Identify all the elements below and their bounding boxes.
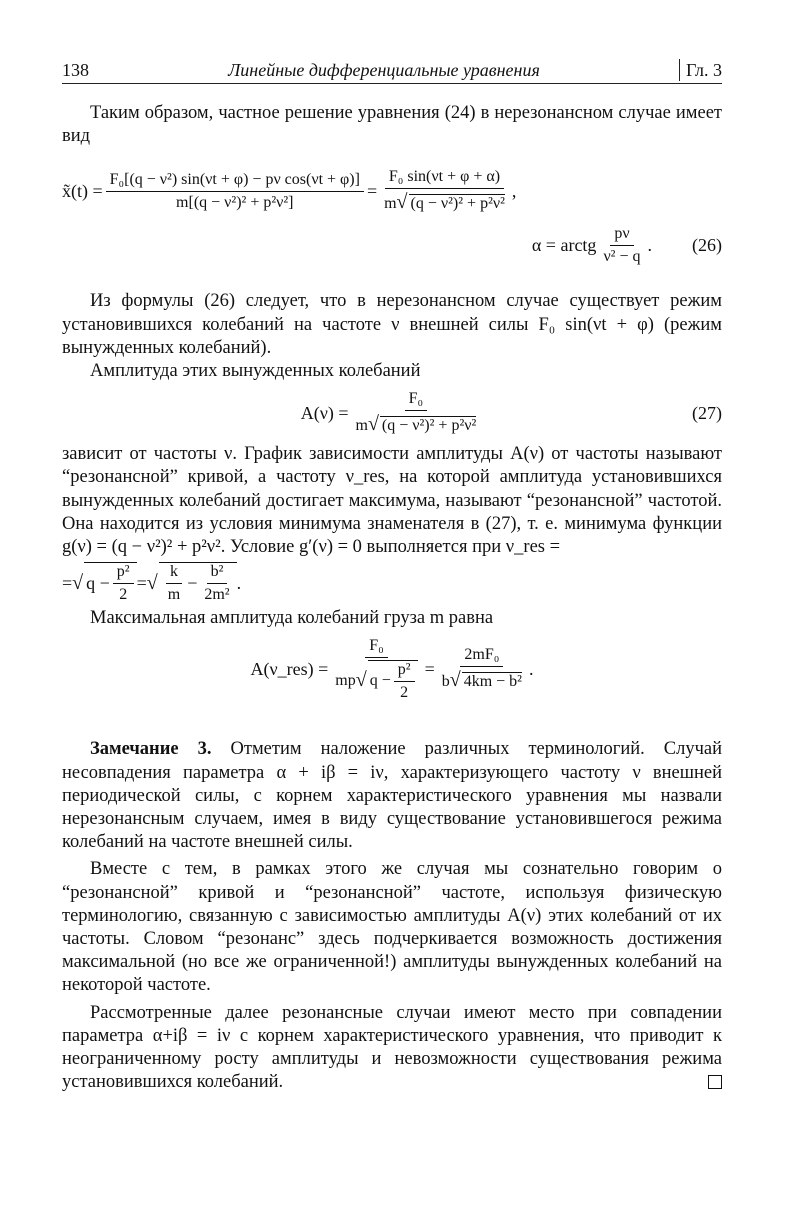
remark-title: Замечание 3. <box>90 739 212 760</box>
fraction-denominator: m <box>167 586 181 604</box>
fraction-denominator: m[(q − ν²)² + p²ν²] <box>176 193 294 211</box>
alpha-fraction <box>599 225 644 266</box>
sqrt-content <box>159 562 237 604</box>
fraction-p2 <box>394 661 415 702</box>
remark-3 <box>62 738 722 854</box>
fraction-numerator: b² <box>207 563 228 584</box>
fraction-max-2 <box>438 646 526 692</box>
page-number: 138 <box>62 60 89 80</box>
term-q: q − <box>86 573 110 594</box>
fraction-denominator <box>438 667 526 692</box>
eq27-lhs: A(ν) = <box>300 402 349 423</box>
den-m: m <box>384 195 397 213</box>
minus-sign: − <box>187 573 198 594</box>
equation-max-amplitude <box>62 630 722 708</box>
fraction-b2 <box>200 563 233 604</box>
eq-tail: . <box>236 572 242 593</box>
sqrt-symbol: √ <box>355 669 367 692</box>
fraction-numerator: F₀ <box>365 637 387 658</box>
running-header <box>62 55 722 84</box>
equals-sign: = <box>136 572 147 593</box>
remark-text: Отметим наложение различных терминологий. Случай несовпадения параметра α + iβ = iν, характеризующего частоту ν внешней периодической силы, с корнем характеристического уравнения мы назвали нерезонансным случаем, имея в виду существование установившегося режима колебаний на частоте внешней силы. <box>62 739 722 853</box>
eq27-fraction <box>351 390 480 436</box>
fraction-denominator: ν² − q <box>603 247 641 265</box>
eq-lhs: x̃(t) = <box>62 180 103 201</box>
fraction-denominator <box>331 658 421 702</box>
eq-tail: , <box>511 180 517 201</box>
fraction-numerator: p² <box>394 661 415 682</box>
equals-sign: = <box>424 658 435 679</box>
fraction-k-m <box>164 563 184 604</box>
eq-tail: . <box>528 658 534 679</box>
fraction-numerator: pν <box>610 225 633 246</box>
equals-sign: = <box>366 180 378 201</box>
chapter-title: Линейные дифференциальные уравнения <box>228 60 540 80</box>
paragraph-terminology: Вместе с тем, в рамках этого же случая мы сознательно говорим о “резонансной” кривой и “резонансной” частоте, используя физическую терминологию, связанную с зависимостью амплитуды A(ν) этих колебаний от их частоты. Словом “резонанс” здесь подчеркивается возможность достижения максимальной (но все же ограниченной!) амплитуды вынужденных колебаний на некоторой частоте. <box>62 859 722 996</box>
paragraph-resonant-cases <box>62 1002 722 1095</box>
qed-square-icon <box>708 1075 722 1089</box>
alpha-lhs: α = arctg <box>531 234 597 255</box>
equation-alpha <box>62 220 722 270</box>
equation-number-26: (26) <box>692 234 722 255</box>
den-prefix: mp <box>335 671 356 689</box>
paragraph-resonant-text: Рассмотренные далее резонансные случаи имеют место при совпадении параметра α+iβ = iν с корнем характеристического уравнения, что приводит к неограниченному росту амплитуды и невозможности существования режима установившихся колебаний. <box>62 1002 722 1093</box>
paragraph-amplitude: Амплитуда этих вынужденных колебаний <box>90 361 421 382</box>
eq-lead: = <box>62 572 73 593</box>
equation-number-27: (27) <box>692 402 722 423</box>
section-label: Гл. 3 <box>679 59 722 81</box>
sqrt-content: (q − ν²)² + p²ν² <box>381 417 477 435</box>
equation-solution <box>62 162 722 220</box>
paragraph-intro: Таким образом, частное решение уравнения (24) в нерезонансном случае имеет вид <box>62 103 722 147</box>
eq-fraction-2 <box>380 168 509 214</box>
fraction-max-1 <box>331 637 421 702</box>
paragraph-resonance: зависит от частоты ν. График зависимости амплитуды A(ν) от частоты называют “резонансной” кривой, а частоту ν_res, на которой амплитуда установившихся вынужденных колебаний достигает максимума, называют “резонансной” частотой. Она находится из условия минимума знаменателя в (27), т. е. минимума функции g(ν) = (q − ν²)² + p²ν². Условие g′(ν) = 0 выполняется при ν_res = <box>62 444 722 558</box>
fraction-numerator: k <box>166 563 182 584</box>
fraction-numerator: F₀ <box>405 390 427 411</box>
alpha-tail: . <box>647 234 652 255</box>
fraction-numerator: 2mF₀ <box>460 646 503 667</box>
fraction-numerator: p² <box>113 563 134 584</box>
eq-lhs: A(ν_res) = <box>250 658 329 679</box>
sqrt-content <box>368 660 418 702</box>
equation-27 <box>62 383 722 443</box>
den-m: m <box>355 417 368 435</box>
eq-fraction-1 <box>106 171 364 212</box>
sqrt-content: 4km − b² <box>463 673 522 691</box>
fraction-denominator: 2 <box>400 683 409 701</box>
paragraph-max-amplitude: Максимальная амплитуда колебаний груза m равна <box>90 608 494 629</box>
fraction-numerator: F₀ sin(νt + φ + α) <box>385 168 504 189</box>
fraction-numerator: F₀[(q − ν²) sin(νt + φ) − pν cos(νt + φ)] <box>106 171 364 192</box>
equation-resonance-frequency <box>62 559 722 607</box>
fraction-denominator <box>351 411 480 436</box>
term-q: q − <box>369 672 391 690</box>
sqrt-symbol: √ <box>449 669 461 692</box>
paragraph-formula-26: Из формулы (26) следует, что в нерезонансном случае существует режим установившихся колебаний на частоте ν внешней силы F₀ sin(νt + φ) (режим вынужденных колебаний). <box>62 291 722 358</box>
sqrt-symbol: √ <box>72 571 84 594</box>
fraction-p2 <box>113 563 134 604</box>
sqrt-content <box>84 562 136 604</box>
sqrt-symbol: √ <box>396 191 408 214</box>
sqrt-symbol: √ <box>146 571 158 594</box>
fraction-denominator <box>380 189 509 214</box>
sqrt-symbol: √ <box>367 413 379 436</box>
den-b: b <box>441 673 450 691</box>
page <box>62 55 722 1094</box>
fraction-denominator: 2m² <box>204 586 230 604</box>
sqrt-content: (q − ν²)² + p²ν² <box>410 195 505 213</box>
fraction-denominator: 2 <box>119 586 128 604</box>
